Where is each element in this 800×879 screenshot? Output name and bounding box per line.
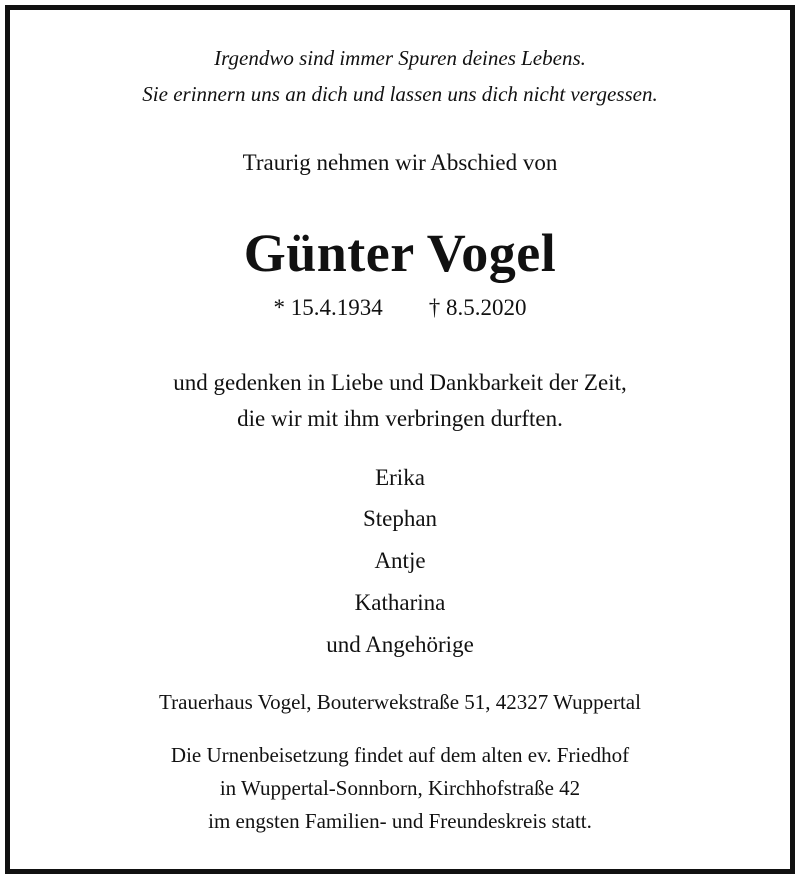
mourner-name: Katharina [354,590,446,615]
intro-text: Traurig nehmen wir Abschied von [242,150,558,175]
quote-line-1: Irgendwo sind immer Spuren deines Lebens. [214,46,586,70]
mourning-house-address: Trauerhaus Vogel, Bouterwekstraße 51, 42327 Wuppertal [159,690,641,714]
mourner-name: Erika [375,465,425,490]
burial-info-line-3: im engsten Familien- und Freundeskreis statt. [208,809,592,833]
burial-info-line-2: in Wuppertal-Sonnborn, Kirchhofstraße 42 [219,776,581,800]
remembrance-line-2: die wir mit ihm verbringen durften. [237,406,563,431]
deceased-name: Günter Vogel [243,223,557,283]
life-dates [0,295,800,321]
death-date: † 8.5.2020 [428,295,527,320]
quote-line-2: Sie erinnern uns an dich und lassen uns dich nicht vergessen. [142,82,658,106]
mourner-name: Stephan [362,506,438,531]
birth-date: * 15.4.1934 [273,295,383,320]
mourner-name: Antje [374,548,426,573]
mourners-relatives: und Angehörige [326,632,474,657]
burial-info-line-1: Die Urnenbeisetzung findet auf dem alten ev. Friedhof [170,743,630,767]
remembrance-line-1: und gedenken in Liebe und Dankbarkeit der Zeit, [173,370,627,395]
